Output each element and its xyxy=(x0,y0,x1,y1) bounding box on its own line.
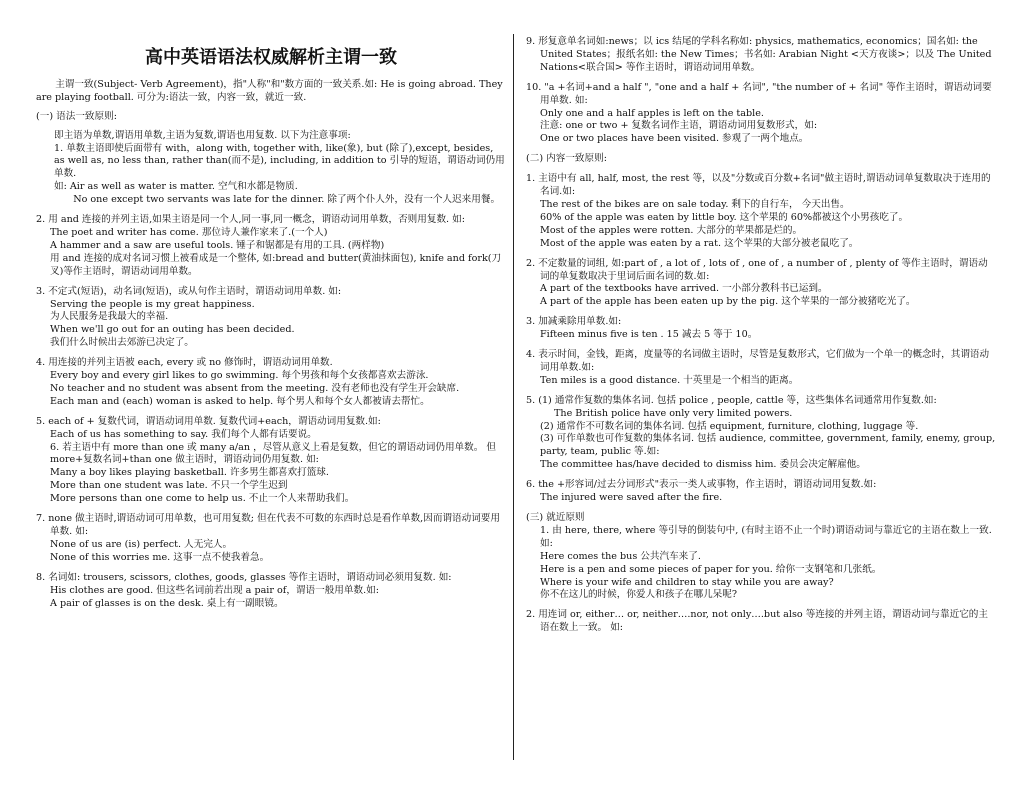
content-rule-3: 3. 加减乘除用单数.如: xyxy=(526,316,622,328)
example-line: 为人民服务是我最大的幸福. xyxy=(50,311,169,323)
note-line: 注意: one or two + 复数名词作主语，谓语动词用复数形式，如: xyxy=(540,120,818,132)
example-line: More than one student was late. 不只一个学生迟到 xyxy=(50,480,288,492)
section-heading-content: (二) 内容一致原则: xyxy=(526,153,607,165)
example-line: Most of the apple was eaten by a rat. 这个苹果的大部分被老鼠吃了。 xyxy=(540,237,859,249)
example-line: The rest of the bikes are on sale today. 剩下的自行车， 今天出售。 xyxy=(540,198,850,210)
example-line: 用 and 连接的成对名词习惯上被看成是一个整体, 如:bread and butter(黄油抹面包), knife and fork(刀叉)等作主语时，谓语动词用单数。 xyxy=(50,252,502,277)
rule-6: 6. 若主语中有 more than one 或 many a/an ，尽管从意义上看是复数，但它的谓语动词仍用单数。 但 more+复数名词+than one 做主语时，谓语动词仍用复数. 如: xyxy=(50,441,496,466)
example-line: None of this worries me. 这事一点不使我着急。 xyxy=(50,551,270,563)
content-rule-4: 4. 表示时间，金钱，距离，度量等的名词做主语时，尽管是复数形式，它们做为一个单一的概念时，其谓语动词用单数.如: xyxy=(526,349,990,373)
intro-paragraph: 主谓一致(Subject- Verb Agreement)，指"人称"和"数方面的一致关系.如: He is going abroad. They are playing football. 可分为:语法一致，内容一致，就近一致. xyxy=(36,78,503,103)
example-line: Many a boy likes playing basketball. 许多男生都喜欢打篮球. xyxy=(50,467,329,479)
example-line: A pair of glasses is on the desk. 桌上有一副眼镜。 xyxy=(50,597,284,609)
sub-rule-line: (2) 通常作不可数名词的集体名词. 包括 equipment, furniture, clothing, luggage 等. xyxy=(540,420,919,432)
example-line: 如: Air as well as water is matter. 空气和水都是物质. xyxy=(54,181,298,193)
example-line: A hammer and a saw are useful tools. 锤子和锯都是有用的工具. (两样物) xyxy=(50,239,385,251)
rule-9: 9. 形复意单名词如:news；以 ics 结尾的学科名称如: physics, mathematics, economics；国名如: the United States；报纸名如: the New Times；书名如: Arabian Night <天方夜谈>；以及 The United Nations<联合国> 等作主语时，谓语动词用单数。 xyxy=(526,36,992,73)
example-line: More persons than one come to help us. 不止一个人来帮助我们。 xyxy=(50,493,355,505)
example-line: His clothes are good. 但这些名词前若出现 a pair of，谓语一般用单数.如: xyxy=(50,584,379,596)
left-column xyxy=(36,36,506,610)
example-line: The committee has/have decided to dismiss him. 委员会决定解雇他。 xyxy=(540,459,866,471)
example-line: Most of the apples were rotten. 大部分的苹果都是烂的。 xyxy=(540,224,803,236)
example-line: A part of the apple has been eaten up by the pig. 这个苹果的一部分被猪吃光了。 xyxy=(540,296,916,308)
example-line: Serving the people is my great happiness. xyxy=(50,298,255,310)
sub-rule-line: (3) 可作单数也可作复数的集体名词. 包括 audience, committee, government, family, enemy, group, party, team, public 等.如: xyxy=(540,433,996,458)
content-rule-5: 5. (1) 通常作复数的集体名词. 包括 police , people, cattle 等，这些集体名词通常用作复数.如: xyxy=(526,394,937,406)
example-line: No one except two servants was late for the dinner. 除了两个仆人外，没有一个人迟来用餐。 xyxy=(73,194,501,206)
column-divider xyxy=(513,34,514,760)
example-line: Here comes the bus 公共汽车来了. xyxy=(540,550,701,562)
page-title: 高中英语语法权威解析主谓一致 xyxy=(145,47,397,68)
example-line: Ten miles is a good distance. 十英里是一个相当的距离。 xyxy=(540,374,799,386)
example-line: The poet and writer has come. 那位诗人兼作家来了.(一个人) xyxy=(50,226,328,238)
example-line: Each man and (each) woman is asked to help. 每个男人和每个女人都被请去帮忙。 xyxy=(50,395,430,407)
example-line: Only one and a half apples is left on the table. xyxy=(540,107,764,119)
right-column xyxy=(526,36,996,635)
example-line: The injured were saved after the fire. xyxy=(540,492,723,504)
example-line: 你不在这儿的时候，你爱人和孩子在哪儿呆呢? xyxy=(540,589,738,601)
rule-7: 7. none 做主语时,谓语动词可用单数，也可用复数; 但在代表不可数的东西时总是看作单数,因而谓语动词要用单数. 如: xyxy=(36,513,500,537)
content-rule-1: 1. 主语中有 all, half, most, the rest 等，以及"分数或百分数+名词"做主语时,谓语动词单复数取决于连用的名词.如: xyxy=(526,173,991,198)
example-line: A part of the textbooks have arrived. 一小部分教科书已运到。 xyxy=(540,283,828,295)
rule-2: 2. 用 and 连接的并列主语,如果主语是同一个人,同一事,同一概念，谓语动词用单数，否则用复数. 如: xyxy=(36,214,465,226)
rule-1: 1. 单数主语即使后面带有 with，along with, together with, like(象), but (除了),except, besides, as well as, no less than, rather than(而不是), including, in addition to 引导的短语，谓语动词仍用单数. xyxy=(54,142,505,180)
proximity-rule-1: 1. 由 here, there, where 等引导的倒装句中, (有时主语不止一个时)谓语动词与靠近它的主语在数上一致.如: xyxy=(540,524,992,549)
section-intro: 即主语为单数,谓语用单数,主语为复数,谓语也用复数. 以下为注意事项: xyxy=(54,129,351,141)
example-line: Each of us has something to say. 我们每个人都有话要说。 xyxy=(50,428,317,440)
example-line: When we'll go out for an outing has been decided. xyxy=(50,324,295,336)
rule-3: 3. 不定式(短语)，动名词(短语)，或从句作主语时，谓语动词用单数. 如: xyxy=(36,285,342,297)
section-heading-grammar: (一) 语法一致原则: xyxy=(36,110,117,122)
example-line: The British police have only very limited powers. xyxy=(554,407,793,419)
rule-10: 10. "a +名词+and a half ", "one and a half + 名词", "the number of + 名词" 等作主语时，谓语动词要用单数. 如: xyxy=(526,81,992,106)
example-line: 60% of the apple was eaten by little boy. 这个苹果的 60%都被这个小男孩吃了。 xyxy=(540,211,909,223)
example-line: None of us are (is) perfect. 人无完人。 xyxy=(50,538,233,550)
rule-5: 5. each of + 复数代词，谓语动词用单数. 复数代词+each，谓语动词用复数.如: xyxy=(36,415,381,427)
example-line: 我们什么时候出去郊游已决定了。 xyxy=(50,337,194,349)
rule-4: 4. 用连接的并列主语被 each, every 或 no 修饰时，谓语动词用单数. xyxy=(36,357,333,369)
rule-8: 8. 名词如: trousers, scissors, clothes, goods, glasses 等作主语时，谓语动词必须用复数. 如: xyxy=(36,571,452,583)
example-line: Where is your wife and children to stay while you are away? xyxy=(540,576,834,588)
example-line: Fifteen minus five is ten . 15 减去 5 等于 10。 xyxy=(540,329,758,341)
content-rule-6: 6. the +形容词/过去分词形式"表示一类人或事物，作主语时，谓语动词用复数.如: xyxy=(526,479,877,491)
proximity-rule-2: 2. 用连词 or, either… or, neither….nor, not only….but also 等连接的并列主语，谓语动词与靠近它的主语在数上一致。 如: xyxy=(526,609,988,634)
example-line: Here is a pen and some pieces of paper for you. 给你一支钢笔和几张纸。 xyxy=(540,563,882,575)
example-line: No teacher and no student was absent from the meeting. 没有老师也没有学生开会缺席. xyxy=(50,382,460,394)
content-rule-2: 2. 不定数量的词组, 如:part of , a lot of , lots of , one of , a number of , plenty of 等作主语时，谓语动词的单复数取决于里词后面名词的数.如: xyxy=(526,257,988,282)
example-line: One or two places have been visited. 参观了一两个地点。 xyxy=(540,133,809,145)
section-heading-proximity: (三) 就近原则 xyxy=(526,512,585,523)
example-line: Every boy and every girl likes to go swimming. 每个男孩和每个女孩都喜欢去游泳. xyxy=(50,370,429,382)
